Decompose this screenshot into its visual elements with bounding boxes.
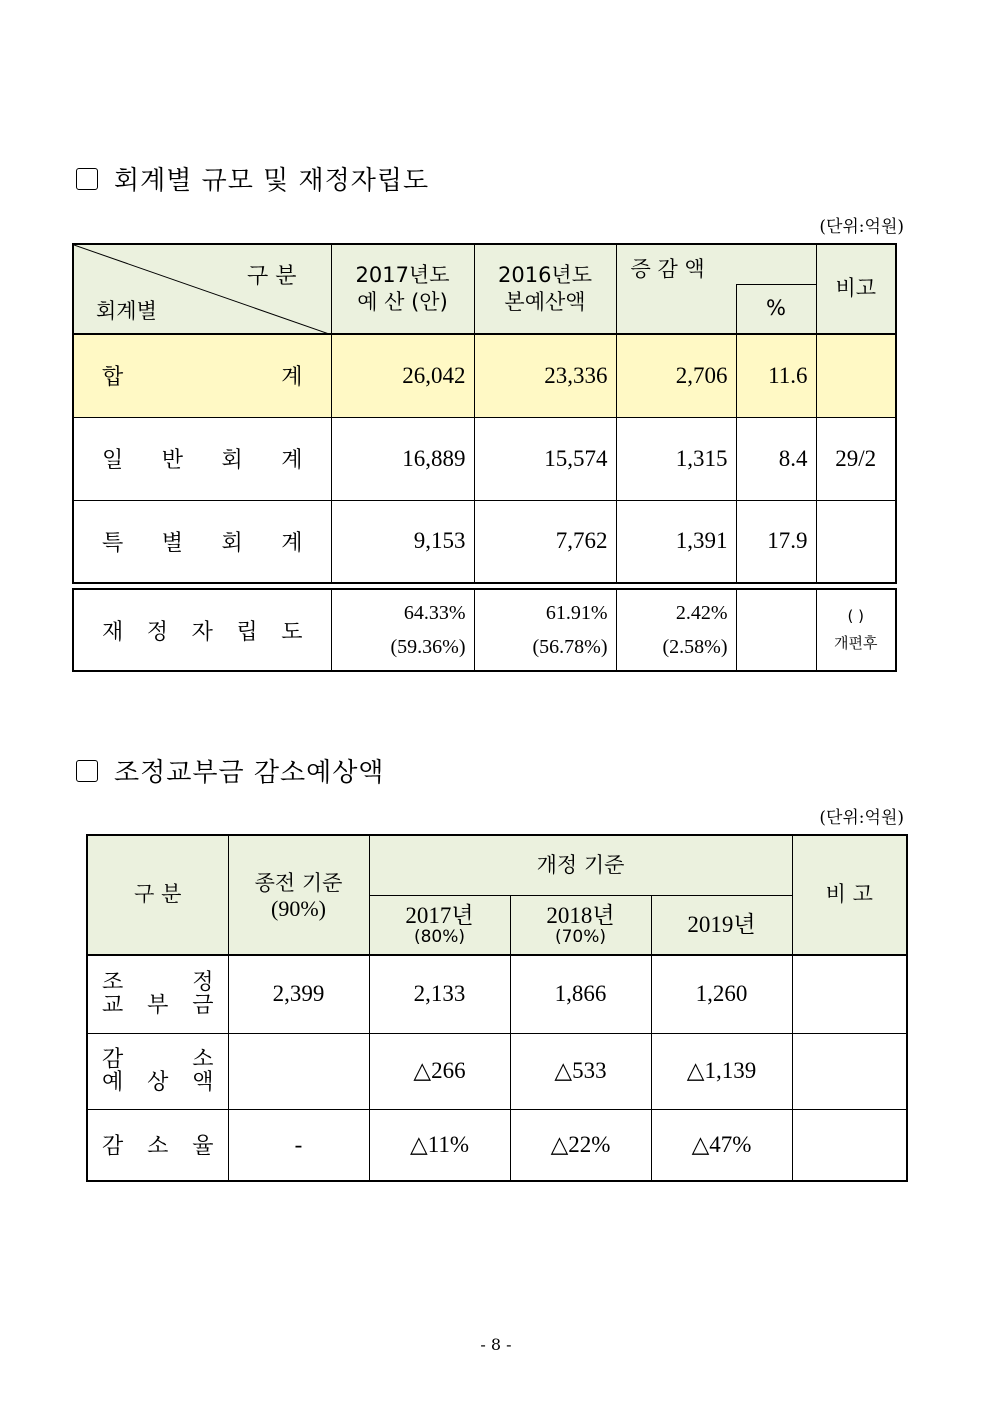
cell-2017: 9,153 <box>331 500 474 583</box>
value-sub: (56.78%) <box>532 636 608 658</box>
cell-2016 <box>474 589 616 671</box>
header-2017-sub: (80%) <box>413 927 466 948</box>
header-note: 비고 <box>816 244 896 334</box>
cell-prev: 2,399 <box>228 955 369 1033</box>
value-sub: (2.58%) <box>662 636 728 658</box>
header-2017 <box>331 244 474 334</box>
row-label-cell <box>73 417 331 500</box>
row-label-line1 <box>88 971 228 994</box>
row-label-part-2: 정 <box>192 970 214 996</box>
row-label-part-2: 소 <box>192 1046 214 1072</box>
row-label-part-1: 조 <box>102 970 124 996</box>
cell-2019: 1,260 <box>651 955 792 1033</box>
row-label-part-3: 회 <box>221 448 243 473</box>
row-label-cell <box>73 589 331 671</box>
header-gubun: 구 분 <box>247 264 297 289</box>
header-revised: 개정 기준 <box>369 835 792 895</box>
row-label-part-1: 특 <box>102 530 124 556</box>
cell-percent: 17.9 <box>736 500 816 583</box>
section2-unit: (단위:억원) <box>819 808 904 828</box>
row-label-part-2: 소 <box>147 1134 169 1160</box>
row-label-part-5: 도 <box>281 619 303 645</box>
cell-note <box>792 1033 907 1109</box>
row-label-part-3: 금 <box>192 993 214 1019</box>
cell-note: 29/2 <box>816 417 896 500</box>
row-label-cell <box>73 334 331 417</box>
cell-note <box>816 500 896 583</box>
header-2018-sub: (70%) <box>554 927 607 948</box>
header-note: 비 고 <box>792 835 907 955</box>
cell-2018: 1,866 <box>510 955 651 1033</box>
page-number: - 8 - <box>480 1335 512 1354</box>
cell-2017: △11% <box>369 1109 510 1181</box>
header-prev-line1: 종전 기준 <box>254 871 343 896</box>
row-label-cell <box>87 955 228 1033</box>
checkbox-square-icon <box>76 168 98 190</box>
cell-2017 <box>331 589 474 671</box>
row-label <box>74 615 331 646</box>
row-label-part-4: 계 <box>281 448 303 473</box>
row-label-part-1: 재 <box>102 619 124 645</box>
header-2017 <box>369 895 510 955</box>
note-main: ( ) <box>847 607 864 625</box>
table-row-total <box>73 334 896 417</box>
cell-2018: △533 <box>510 1033 651 1109</box>
cell-2018: △22% <box>510 1109 651 1181</box>
table-row-general <box>73 417 896 500</box>
header-prev <box>228 835 369 955</box>
table-row-special <box>73 500 896 583</box>
section1-unit: (단위:억원) <box>819 217 904 237</box>
note-sub: 개편후 <box>834 634 878 652</box>
header-2017-line2: 예 산 (안) <box>357 290 448 314</box>
row-label-part-3: 자 <box>191 619 213 645</box>
header-percent: % <box>736 284 816 334</box>
row-label-part-1: 합 <box>102 365 124 391</box>
header-2019-year: 2019년 <box>687 911 756 937</box>
cell-2019: △47% <box>651 1109 792 1181</box>
row-label-part-3: 액 <box>192 1070 214 1095</box>
cell-prev <box>228 1033 369 1109</box>
row-label-cell <box>87 1109 228 1181</box>
adjustment-grant-table <box>86 834 908 1182</box>
cell-2016: 15,574 <box>474 417 616 500</box>
row-label-part-1: 교 <box>102 993 124 1019</box>
header-account: 회계별 <box>96 299 157 323</box>
header-2016-line1: 2016년도 <box>497 262 592 287</box>
header-diagonal-cell <box>73 244 331 334</box>
cell-2017: 16,889 <box>331 417 474 500</box>
section2-heading <box>76 752 384 789</box>
row-label-part-3: 율 <box>192 1134 214 1160</box>
header-change-spacer <box>616 284 736 334</box>
cell-note <box>792 1109 907 1181</box>
cell-2017: △266 <box>369 1033 510 1109</box>
fiscal-independence-table <box>72 588 897 672</box>
row-label-part-1: 감 <box>102 1134 124 1160</box>
row-label-part-2: 별 <box>161 530 183 556</box>
row-label-line2 <box>88 1071 228 1094</box>
table-row-rate <box>87 1109 907 1181</box>
cell-2017: 2,133 <box>369 955 510 1033</box>
header-prev-line2: (90%) <box>271 895 326 921</box>
cell-note <box>792 955 907 1033</box>
row-label-cell <box>87 1033 228 1109</box>
row-label-cell <box>73 500 331 583</box>
cell-change: 1,391 <box>616 500 736 583</box>
row-label-part-2: 반 <box>161 448 183 473</box>
cell-percent: 11.6 <box>736 334 816 417</box>
row-label-part-2: 계 <box>281 365 303 391</box>
header-2017-year: 2017년 <box>405 902 474 928</box>
row-label <box>74 443 331 474</box>
cell-2019: △1,139 <box>651 1033 792 1109</box>
row-label <box>88 1129 228 1160</box>
account-budget-table <box>72 243 897 584</box>
row-label-part-2: 부 <box>147 993 169 1019</box>
header-2018 <box>510 895 651 955</box>
header-2016-line2: 본예산액 <box>504 290 586 314</box>
row-label-part-2: 상 <box>147 1070 169 1095</box>
row-label-part-2: 정 <box>146 619 169 645</box>
cell-percent: 8.4 <box>736 417 816 500</box>
value-sub: (59.36%) <box>390 636 466 658</box>
row-label-part-4: 립 <box>236 619 258 645</box>
header-gubun: 구 분 <box>87 835 228 955</box>
table-row-grant <box>87 955 907 1033</box>
cell-2016: 7,762 <box>474 500 616 583</box>
cell-note <box>816 334 896 417</box>
header-2018-year: 2018년 <box>546 902 615 928</box>
header-2016 <box>474 244 616 334</box>
row-label-line1 <box>88 1048 228 1071</box>
cell-percent <box>736 589 816 671</box>
section1-title: 회계별 규모 및 재정자립도 <box>114 166 430 196</box>
row-label <box>74 526 331 557</box>
checkbox-square-icon <box>76 760 98 782</box>
row-label-part-1: 예 <box>102 1070 124 1095</box>
section2-title: 조정교부금 감소예상액 <box>114 758 385 788</box>
cell-change: 2,706 <box>616 334 736 417</box>
header-2019 <box>651 895 792 955</box>
cell-2017: 26,042 <box>331 334 474 417</box>
row-label-part-1: 일 <box>102 448 124 473</box>
row-label-part-3: 회 <box>221 530 243 556</box>
cell-note <box>816 589 896 671</box>
row-label-part-1: 감 <box>102 1046 124 1072</box>
value-main: 61.91% <box>545 602 608 624</box>
row-label-part-4: 계 <box>281 530 303 556</box>
cell-change <box>616 589 736 671</box>
cell-prev: - <box>228 1109 369 1181</box>
header-change: 증 감 액 <box>616 244 816 284</box>
section1-heading <box>76 160 429 197</box>
value-main: 64.33% <box>403 602 466 624</box>
cell-2016: 23,336 <box>474 334 616 417</box>
table-row-decrease <box>87 1033 907 1109</box>
cell-change: 1,315 <box>616 417 736 500</box>
header-2017-line1: 2017년도 <box>355 262 450 287</box>
row-label-line2 <box>88 994 228 1017</box>
value-main: 2.42% <box>675 602 728 624</box>
row-label <box>74 360 331 391</box>
